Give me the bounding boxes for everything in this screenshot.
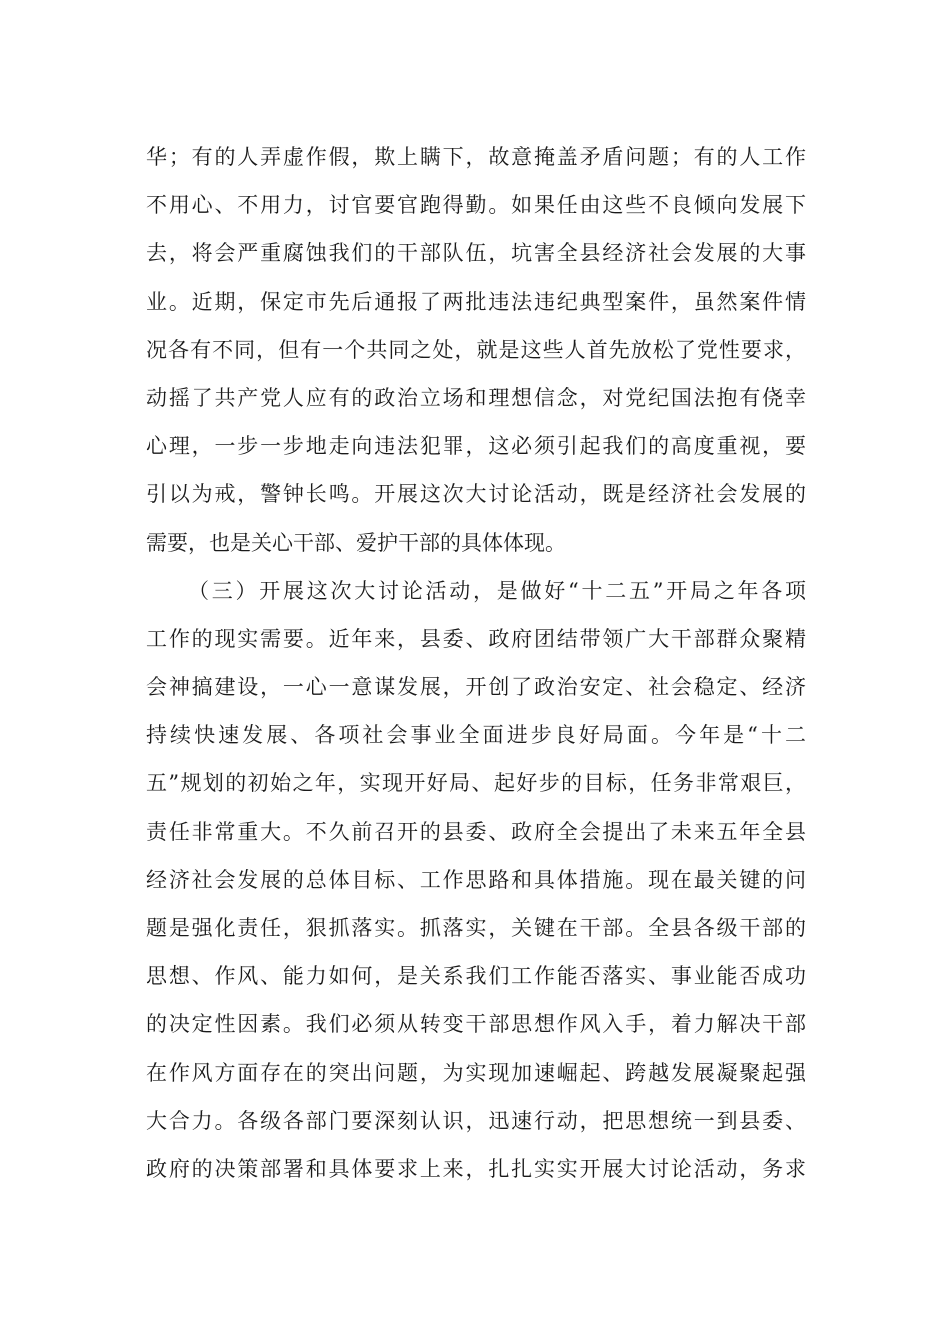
paragraph-1 [146,133,806,567]
text-line: 会神搞建设，一心一意谋发展，开创了政治安定、社会稳定、经济 [146,675,806,700]
paragraph-2 [146,567,806,1193]
text-line: 政府的决策部署和具体要求上来，扎扎实实开展大讨论活动，务求 [146,1156,806,1181]
text-line: 华；有的人弄虚作假，欺上瞒下，故意掩盖矛盾问题；有的人工作 [146,145,806,169]
text-line: 大合力。各级各部门要深刻认识，迅速行动，把思想统一到县委、 [146,1108,806,1133]
text-line: （三）开展这次大讨论活动，是做好“十二五”开局之年各项 [188,578,806,603]
text-line: 去，将会严重腐蚀我们的干部队伍，坑害全县经济社会发展的大事 [146,241,806,266]
text-line: 不用心、不用力，讨官要官跑得勤。如果任由这些不良倾向发展下 [146,193,806,218]
text-line: 经济社会发展的总体目标、工作思路和具体措施。现在最关键的问 [146,867,806,892]
text-line: 题是强化责任，狠抓落实。抓落实，关键在干部。全县各级干部的 [146,916,806,940]
text-line: 引以为戒，警钟长鸣。开展这次大讨论活动，既是经济社会发展的 [146,482,806,507]
text-line: 工作的现实需要。近年来，县委、政府团结带领广大干部群众聚精 [146,626,806,651]
text-line: 在作风方面存在的突出问题，为实现加速崛起、跨越发展凝聚起强 [146,1060,806,1085]
text-line: 况各有不同，但有一个共同之处，就是这些人首先放松了党性要求， [146,337,806,362]
body-text [146,133,806,1193]
text-line: 五”规划的初始之年，实现开好局、起好步的目标，任务非常艰巨， [146,771,806,796]
text-line: 需要，也是关心干部、爱护干部的具体体现。 [146,530,566,555]
text-line: 动摇了共产党人应有的政治立场和理想信念，对党纪国法抱有侥幸 [146,385,806,410]
text-line: 思想、作风、能力如何，是关系我们工作能否落实、事业能否成功 [146,964,806,989]
text-line: 心理，一步一步地走向违法犯罪，这必须引起我们的高度重视，要 [146,434,806,459]
text-line: 业。近期，保定市先后通报了两批违法违纪典型案件，虽然案件情 [146,289,806,314]
text-line: 的决定性因素。我们必须从转变干部思想作风入手，着力解决干部 [146,1012,806,1037]
text-line: 责任非常重大。不久前召开的县委、政府全会提出了未来五年全县 [146,819,806,844]
text-line: 持续快速发展、各项社会事业全面进步良好局面。今年是“十二 [146,723,806,748]
